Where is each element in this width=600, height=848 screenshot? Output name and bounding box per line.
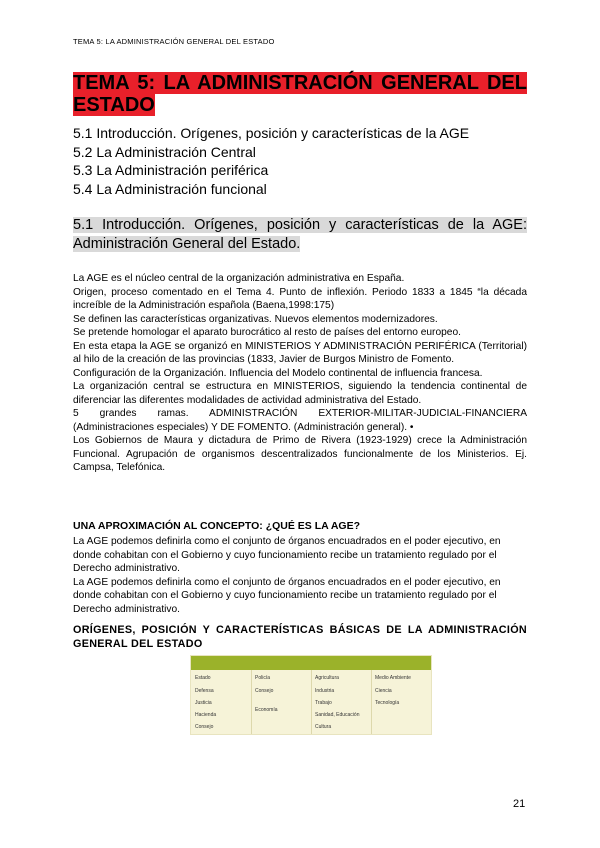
- paragraph: La AGE podemos definirla como el conjunto de órganos encuadrados en el poder ejecutivo, en donde cohabitan con el Gobierno y cuyo funcionamiento recibe un tratamiento regulado por el Derecho administrativo.: [73, 536, 501, 574]
- table-cell: Tecnología: [375, 700, 400, 706]
- chapter-title-line-2: ESTADO: [73, 94, 155, 116]
- table-column: [311, 656, 372, 734]
- table-column: [191, 656, 252, 734]
- paragraph: La AGE podemos definirla como el conjunto de órganos encuadrados en el poder ejecutivo, en donde cohabitan con el Gobierno y cuyo funcionamiento recibe un tratamiento regulado por el Derecho administrativo.: [73, 576, 501, 615]
- table-cell: Trabajo: [315, 700, 332, 706]
- paragraph: Los Gobiernos de Maura y dictadura de Primo de Rivera (1923-1929) crece la Administración Funcional. Agrupación de organismos descentralizados funcionalmente de los Ministerios. Ej. Campsa, Telefónica.: [73, 435, 527, 473]
- table-cell: Medio Ambiente: [375, 675, 411, 681]
- paragraph: En esta etapa la AGE se organizó en MINISTERIOS Y ADMINISTRACIÓN PERIFÉRICA (Territorial) al hilo de la creación de las provincias (1833, Javier de Burgos Ministro de Fomento.: [73, 340, 527, 365]
- body-text: [73, 272, 527, 475]
- table-column-header: [191, 656, 251, 670]
- concept-text: [73, 535, 527, 616]
- table-cell: Industria: [315, 688, 335, 694]
- origins-heading: ORÍGENES, POSICIÓN Y CARACTERÍSTICAS BÁSICAS DE LA ADMINISTRACIÓN GENERAL DEL ESTADO: [73, 624, 527, 650]
- chapter-title-line-1: TEMA 5: LA ADMINISTRACIÓN GENERAL DEL: [73, 72, 527, 94]
- table-cell: Hacienda: [195, 712, 217, 718]
- table-cell: Economía: [255, 707, 278, 713]
- paragraph: 5 grandes ramas. ADMINISTRACIÓN EXTERIOR-MILITAR-JUDICIAL-FINANCIERA (Administraciones especiales) Y DE FOMENTO. (Administración general). •: [73, 408, 527, 433]
- section-heading: [73, 216, 527, 254]
- paragraph: Origen, proceso comentado en el Tema 4. Punto de inflexión. Periodo 1833 a 1845 “la década increíble de la Administración española (Baena,1998:175): [73, 286, 527, 311]
- table-column: [371, 656, 431, 734]
- concept-heading: UNA APROXIMACIÓN AL CONCEPTO: ¿QUÉ ES LA AGE?: [73, 520, 361, 532]
- paragraph: Configuración de la Organización. Influencia del Modelo continental de influencia francesa.: [73, 367, 483, 379]
- table-cell: Cultura: [315, 724, 332, 730]
- age-structure-table-image: [190, 655, 432, 735]
- table-column: [251, 656, 312, 734]
- running-header: TEMA 5: LA ADMINISTRACIÓN GENERAL DEL ESTADO: [73, 37, 275, 46]
- table-cell: Consejo: [255, 688, 274, 694]
- page-number: 21: [513, 798, 526, 810]
- toc-item: 5.3 La Administración periférica: [73, 162, 269, 178]
- toc-item: 5.1 Introducción. Orígenes, posición y características de la AGE: [73, 125, 470, 141]
- chapter-title: [73, 72, 527, 116]
- table-cell: Agricultura: [315, 675, 339, 681]
- table-cell: Defensa: [195, 688, 214, 694]
- paragraph: La organización central se estructura en MINISTERIOS, siguiendo la tendencia continental de diferenciar las diferentes modalidades de actividad administrativa del Estado.: [73, 381, 527, 406]
- table-cell: Justicia: [195, 700, 212, 706]
- table-cell: Sanidad, Educación: [315, 712, 360, 718]
- paragraph: Se definen las características organizativas. Nuevos elementos modernizadores.: [73, 313, 438, 325]
- section-heading-text: 5.1 Introducción. Orígenes, posición y características de la AGE: Administración General del Estado.: [73, 217, 527, 252]
- table-cell: Consejo: [195, 724, 214, 730]
- table-cell: Policía: [255, 675, 271, 681]
- toc-item: 5.4 La Administración funcional: [73, 180, 267, 197]
- table-column-header: [371, 656, 431, 670]
- table-column-header: [251, 656, 311, 670]
- table-cell: Ciencia: [375, 688, 392, 694]
- paragraph: La AGE es el núcleo central de la organización administrativa en España.: [73, 273, 405, 284]
- table-column-header: [311, 656, 371, 670]
- table-cell: Estado: [195, 675, 211, 681]
- table-of-contents: [73, 124, 469, 198]
- paragraph: Se pretende homologar el aparato burocrático al resto de países del entorno europeo.: [73, 327, 461, 338]
- toc-item: 5.2 La Administración Central: [73, 143, 256, 160]
